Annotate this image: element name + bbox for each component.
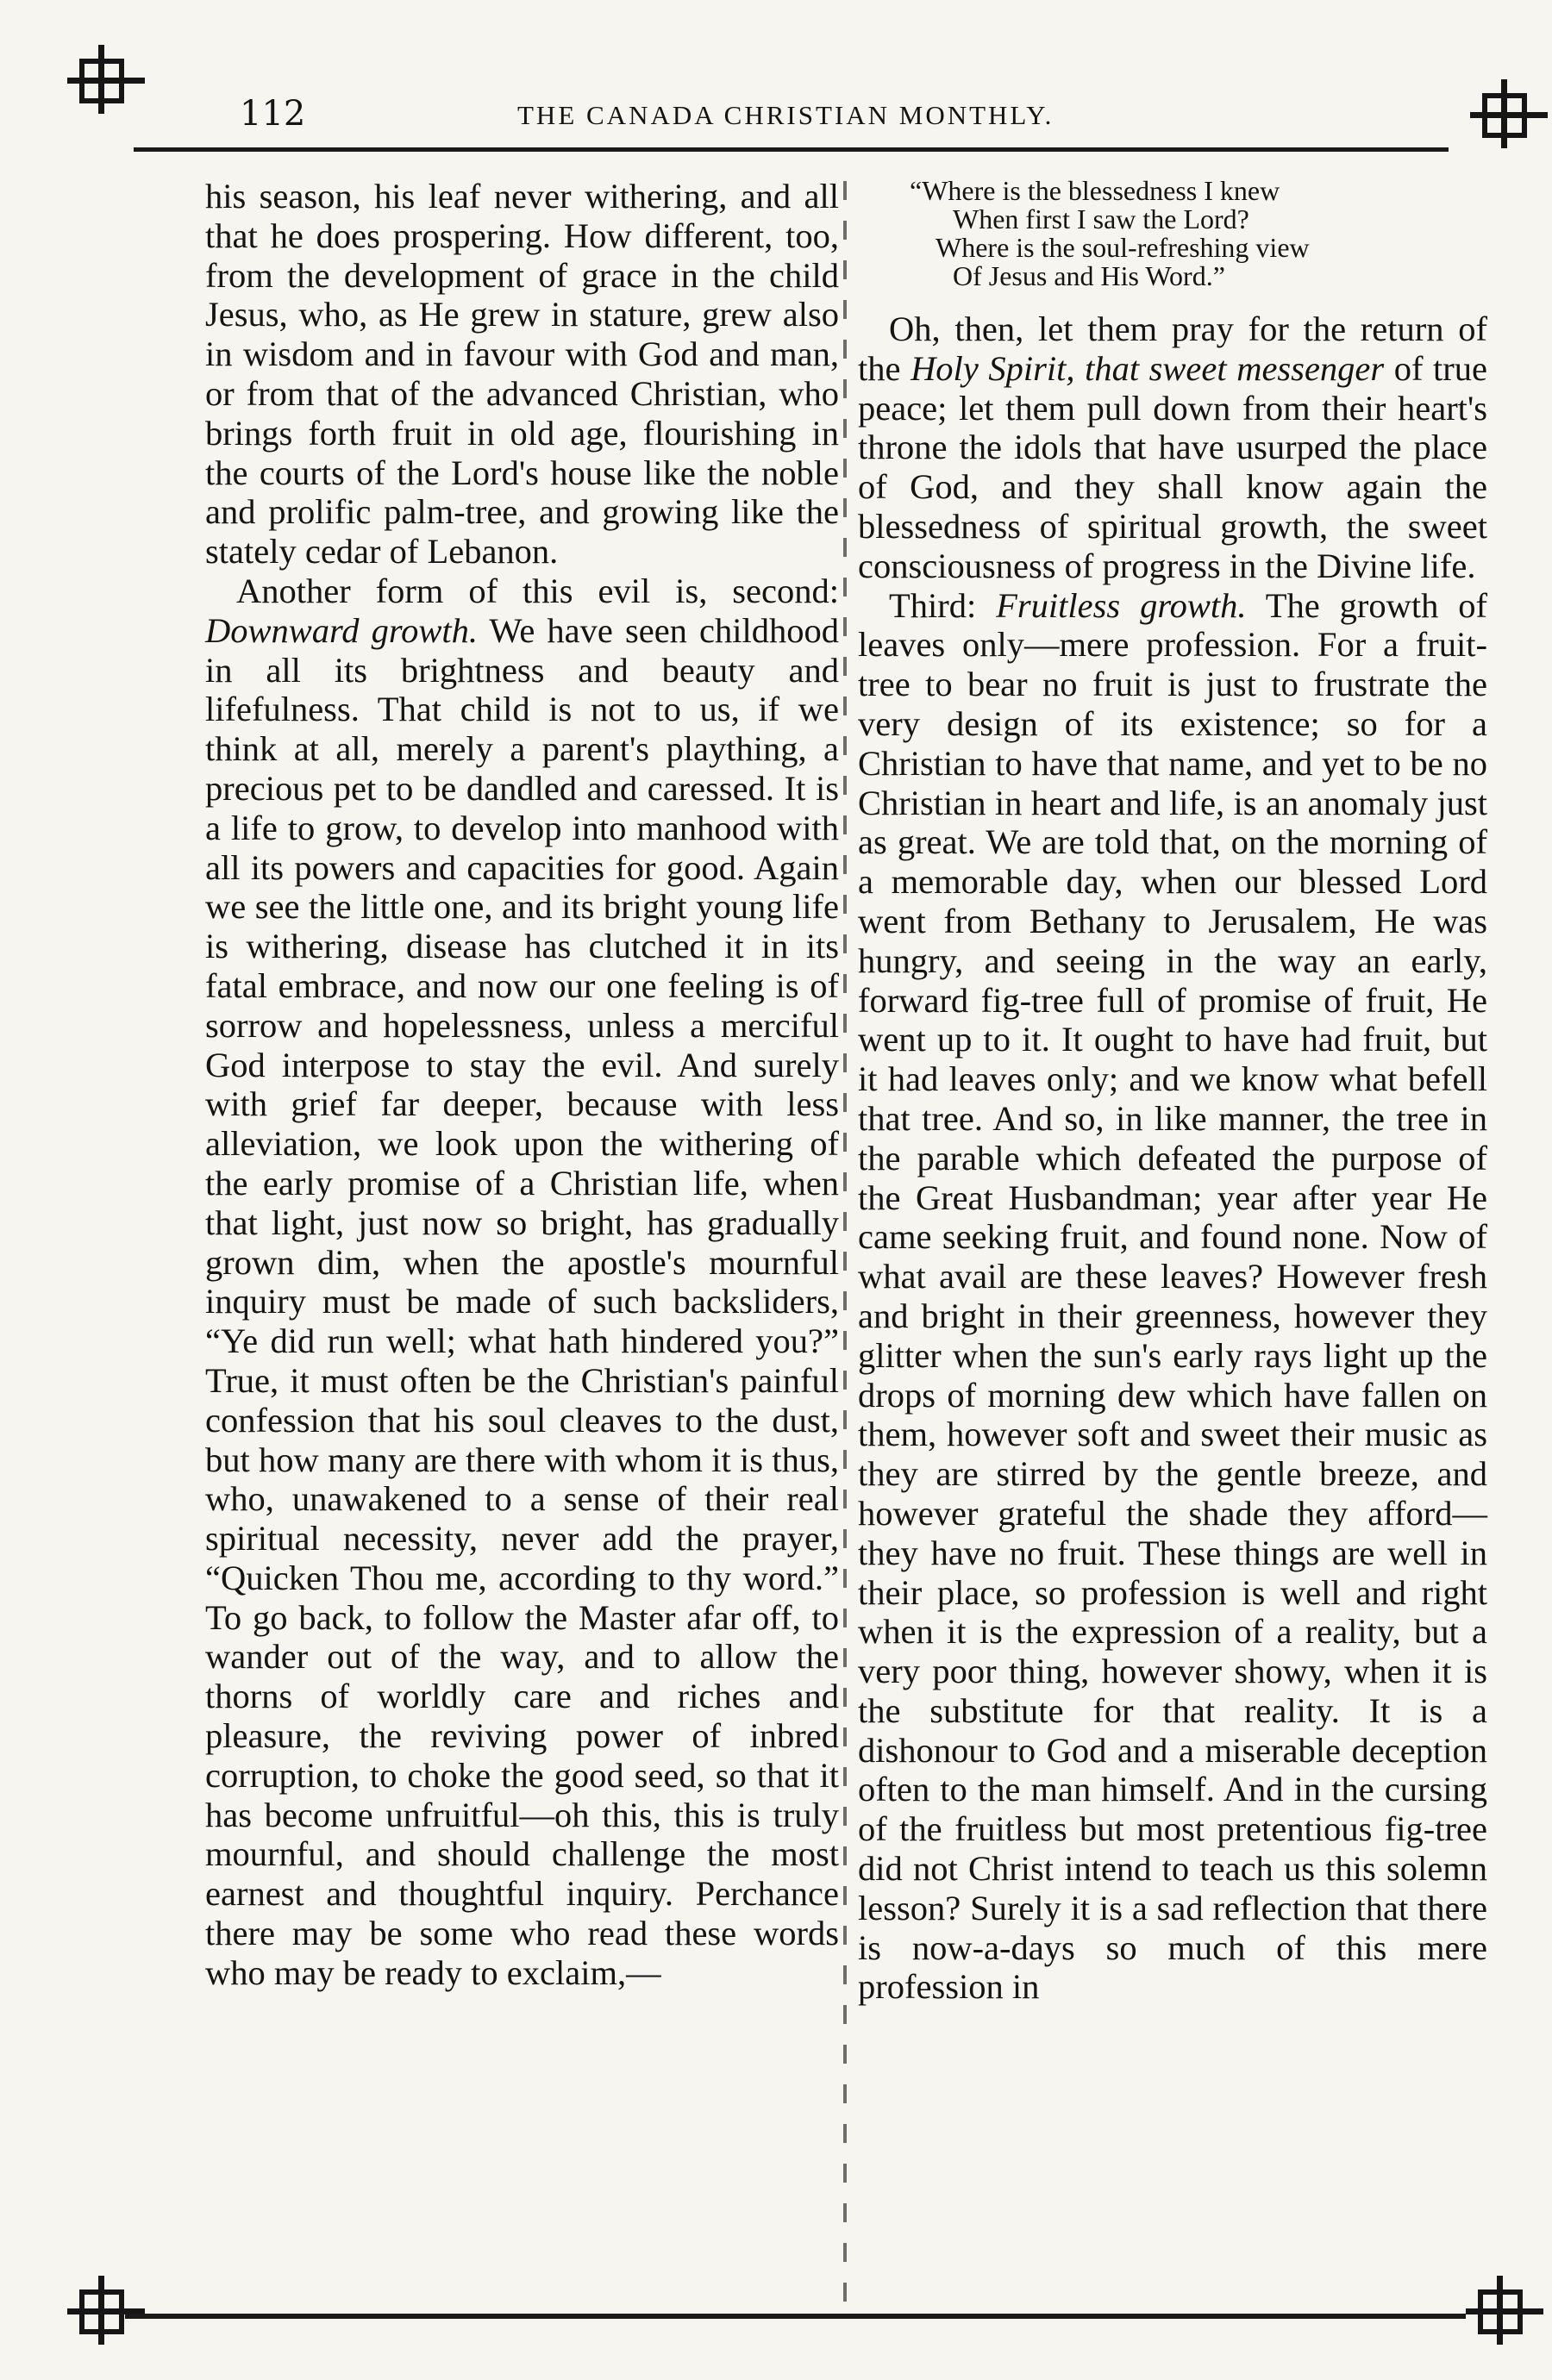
right-column <box>858 177 1487 2007</box>
right-paragraph-2-body: The growth of leaves only—mere profession. For a fruit-tree to bear no fruit is just to frustrate the very design of its existence; so for a Christian to have that name, and yet to be no Christian in heart and life, is an anomaly just as great. We are told that, on the morning of a memorable day, when our blessed Lord went from Bethany to Jerusalem, He was hungry, and seeing in the way an early, forward fig-tree full of promise of fruit, He went up to it. It ought to have had fruit, but it had leaves only; and we know what befell that tree. And so, in like manner, the tree in the parable which defeated the purpose of the Great Husbandman; year after year He came seeking fruit, and found none. Now of what avail are these leaves? However fresh and bright in their greenness, however they glitter when the sun's early rays light up the drops of morning dew which have fallen on them, however soft and sweet their music as they are stirred by the gentle breeze, and however grateful the shade they afford—they have no fruit. These things are well in their place, so profession is well and right when it is the expression of a reality, but a very poor thing, however showy, when it is the substitute for that reality. It is a dishonour to God and a miserable deception often to the man himself. And in the cursing of the fruitless but most pretentious fig-tree did not Christ intend to teach us this solemn lesson? Surely it is a sad reflection that there is now-a-days so much of this mere profession in <box>858 585 1487 2007</box>
header-rule <box>134 147 1449 152</box>
right-paragraph-1 <box>858 309 1487 586</box>
right-paragraph-2 <box>858 586 1487 2008</box>
right-paragraph-1-emphasis: Holy Spirit, that sweet messenger <box>911 348 1385 388</box>
left-paragraph-2-lead: Another form of this evil is, second: <box>236 571 839 610</box>
corner-ornament-bottom-right <box>1466 2276 1543 2345</box>
right-paragraph-2-lead: Third: <box>889 585 977 625</box>
corner-ornament-top-right <box>1470 79 1548 148</box>
right-paragraph-1-body: of true peace; let them pull down from their heart's throne the idols that have usurped the place of God, and they shall know again the blessedness of spiritual growth, the sweet consciousness of progress in the Divine life. <box>858 348 1488 585</box>
left-paragraph-2 <box>205 572 839 1993</box>
hymn-line-4: Of Jesus and His Word.” <box>953 260 1225 291</box>
hymn-line-3: Where is the soul-refreshing view <box>936 232 1310 263</box>
hymn-quote <box>858 177 1487 290</box>
hymn-line-2: When first I saw the Lord? <box>953 203 1249 234</box>
right-paragraph-1-lead: Oh, then, let them pray for the return of the <box>858 309 1487 388</box>
column-divider <box>843 181 847 2310</box>
page-number: 112 <box>240 94 306 134</box>
hymn-line-1: “Where is the blessedness I knew <box>910 175 1280 206</box>
corner-ornament-top-left <box>67 45 145 114</box>
left-paragraph-2-body: We have seen childhood in all its brightness and beauty and lifefulness. That child is not to us, if we think at all, merely a parent's plaything, a precious pet to be dandled and caressed. It is a life to grow, to develop into manhood with all its powers and capacities for good. Again we see the little one, and its bright young life is withering, disease has clutched it in its fatal embrace, and now our one feeling is of sorrow and hopelessness, unless a merciful God interpose to stay the evil. And surely with grief far deeper, because with less alleviation, we look upon the withering of the early promise of a Christian life, when that light, just now so bright, has gradually grown dim, when the apostle's mournful inquiry must be made of such backsliders, “Ye did run well; what hath hindered you?” True, it must often be the Christian's painful confession that his soul cleaves to the dust, but how many are there with whom it is thus, who, unawakened to a sense of their real spiritual necessity, never add the prayer, “Quicken Thou me, according to thy word.” To go back, to follow the Master afar off, to wander out of the way, and to allow the thorns of worldly care and riches and pleasure, the reviving power of inbred corruption, to choke the good seed, so that it has become unfruitful—oh this, this is truly mournful, and should challenge the most earnest and thoughtful inquiry. Perchance there may be some who read these words who may be ready to exclaim,— <box>205 610 839 1992</box>
left-column <box>205 177 839 1993</box>
corner-ornament-bottom-left <box>67 2276 145 2345</box>
footer-rule <box>125 2314 1466 2319</box>
right-paragraph-2-emphasis: Fruitless growth. <box>996 585 1247 625</box>
left-paragraph-1: his season, his leaf never withering, and all that he does prospering. How different, too, from the development of grace in the child Jesus, who, as He grew in stature, grew also in wisdom and in favour with God and man, or from that of the advanced Christian, who brings forth fruit in old age, flourishing in the courts of the Lord's house like the noble and prolific palm-tree, and growing like the stately cedar of Lebanon. <box>205 177 839 572</box>
left-paragraph-2-emphasis: Downward growth. <box>205 610 479 650</box>
running-header-title: THE CANADA CHRISTIAN MONTHLY. <box>517 100 1054 130</box>
